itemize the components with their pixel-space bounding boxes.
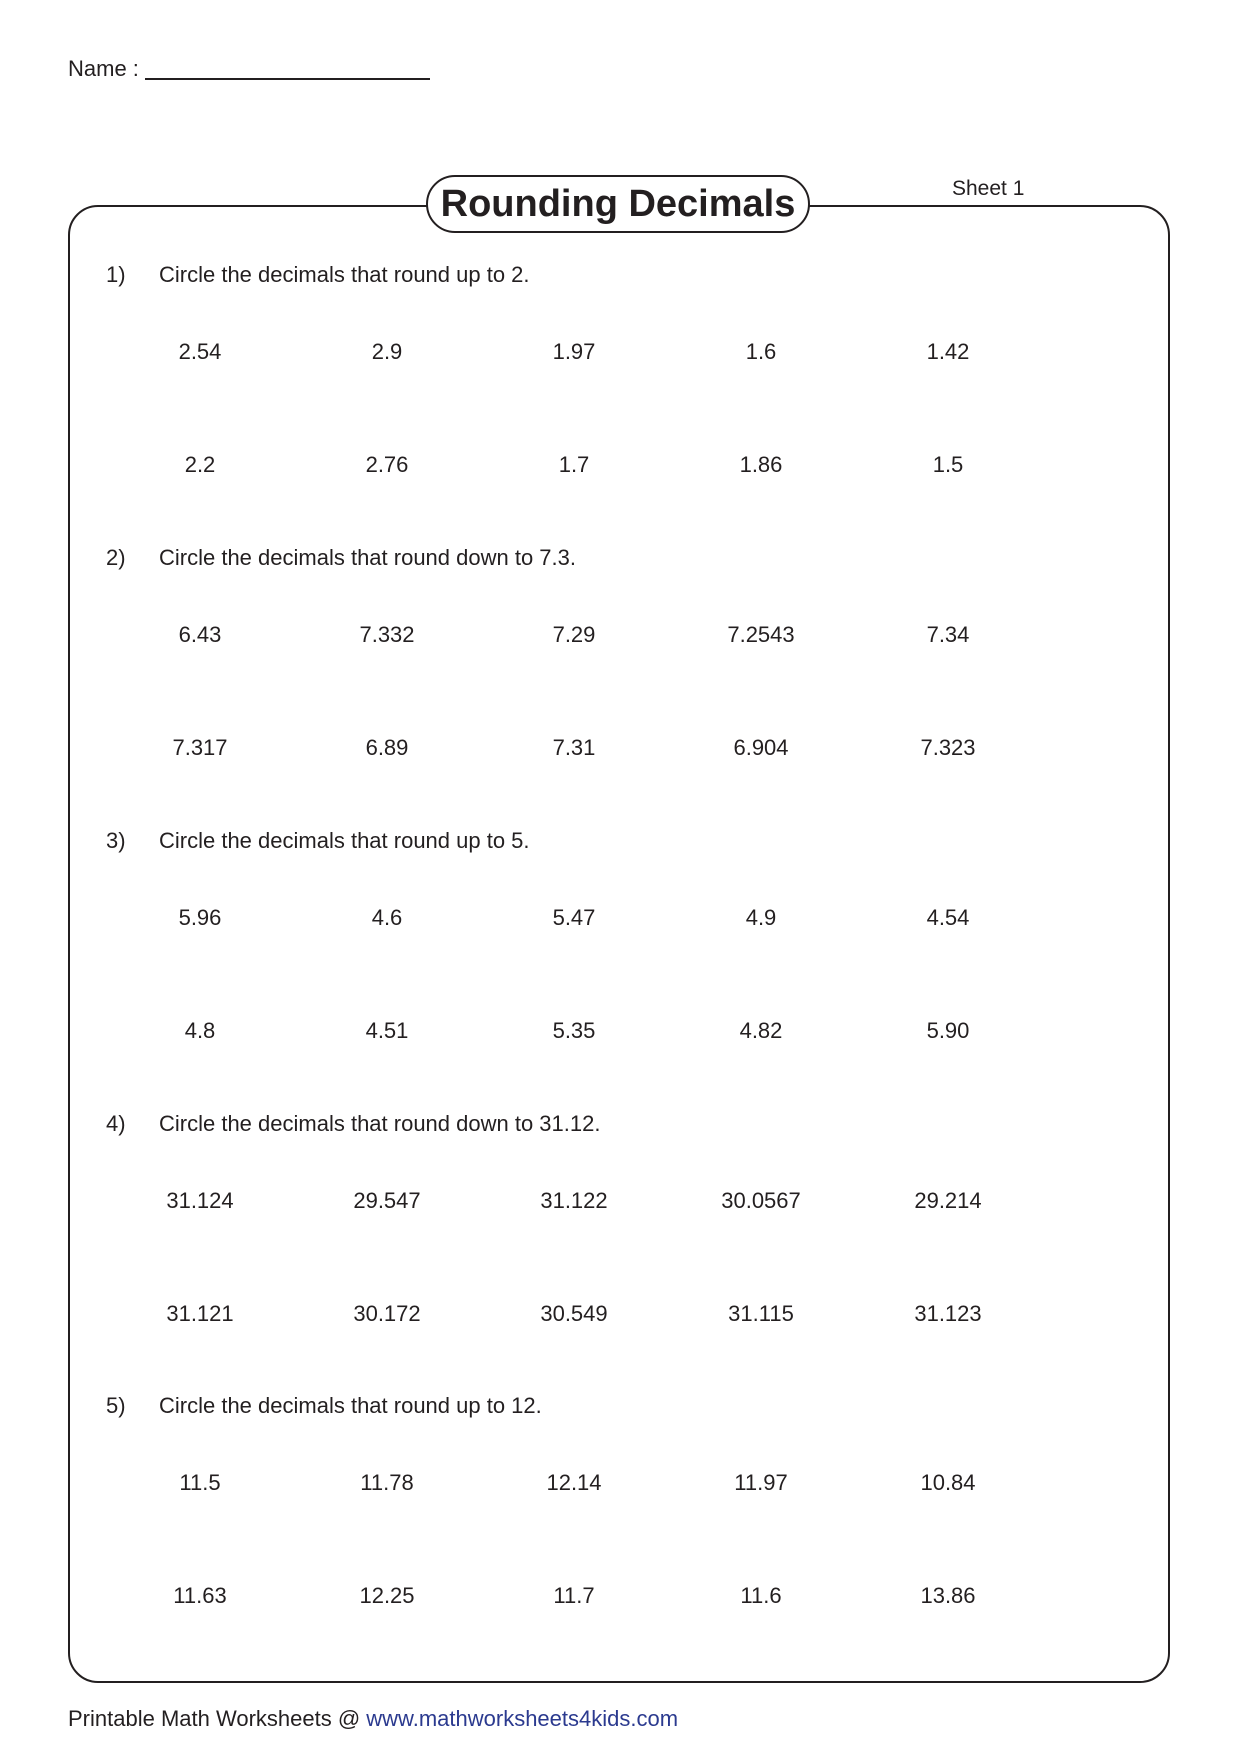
decimal-option[interactable]: 31.122 bbox=[540, 1188, 608, 1213]
decimal-option[interactable]: 12.25 bbox=[359, 1583, 415, 1608]
footer-link[interactable]: www.mathworksheets4kids.com bbox=[366, 1706, 679, 1731]
footer-text: Printable Math Worksheets @ bbox=[68, 1706, 367, 1731]
question-number: 1) bbox=[106, 262, 126, 287]
decimal-option[interactable]: 4.82 bbox=[739, 1018, 783, 1043]
question-number: 4) bbox=[106, 1111, 126, 1136]
question-number: 3) bbox=[106, 828, 126, 853]
name-field-row bbox=[68, 56, 430, 82]
decimal-option[interactable]: 11.6 bbox=[740, 1583, 782, 1608]
decimal-option[interactable]: 1.6 bbox=[745, 339, 777, 364]
decimal-option[interactable]: 31.124 bbox=[166, 1188, 234, 1213]
decimal-option[interactable]: 5.96 bbox=[178, 905, 222, 930]
decimal-option[interactable]: 1.42 bbox=[926, 339, 970, 364]
decimal-option[interactable]: 2.2 bbox=[184, 452, 216, 477]
question-prompt: Circle the decimals that round down to 7.3. bbox=[159, 545, 577, 570]
decimal-option[interactable]: 6.43 bbox=[178, 622, 222, 647]
question-5 bbox=[106, 1393, 542, 1419]
decimal-option[interactable]: 2.76 bbox=[365, 452, 409, 477]
name-label: Name : bbox=[68, 56, 139, 81]
decimal-option[interactable]: 30.549 bbox=[540, 1301, 608, 1326]
decimal-option[interactable]: 31.123 bbox=[914, 1301, 982, 1326]
decimal-option[interactable]: 7.332 bbox=[359, 622, 415, 647]
worksheet-frame bbox=[68, 205, 1170, 1683]
decimal-option[interactable]: 11.63 bbox=[173, 1583, 227, 1608]
question-4 bbox=[106, 1111, 600, 1137]
decimal-option[interactable]: 10.84 bbox=[920, 1470, 976, 1495]
question-1 bbox=[106, 262, 530, 288]
question-3 bbox=[106, 828, 530, 854]
decimal-option[interactable]: 11.5 bbox=[179, 1470, 221, 1495]
decimal-option[interactable]: 4.54 bbox=[926, 905, 970, 930]
decimal-option[interactable]: 1.86 bbox=[739, 452, 783, 477]
decimal-option[interactable]: 30.0567 bbox=[721, 1188, 801, 1213]
decimal-option[interactable]: 1.97 bbox=[552, 339, 596, 364]
decimal-option[interactable]: 6.904 bbox=[733, 735, 789, 760]
decimal-option[interactable]: 12.14 bbox=[546, 1470, 602, 1495]
decimal-option[interactable]: 5.47 bbox=[552, 905, 596, 930]
decimal-option[interactable]: 7.317 bbox=[172, 735, 228, 760]
decimal-option[interactable]: 1.5 bbox=[932, 452, 964, 477]
decimal-option[interactable]: 4.8 bbox=[184, 1018, 216, 1043]
decimal-option[interactable]: 31.115 bbox=[728, 1301, 794, 1326]
sheet-label: Sheet 1 bbox=[952, 177, 1025, 200]
decimal-option[interactable]: 7.31 bbox=[552, 735, 596, 760]
decimal-option[interactable]: 31.121 bbox=[166, 1301, 234, 1326]
question-prompt: Circle the decimals that round up to 2. bbox=[159, 262, 530, 287]
decimal-option[interactable]: 7.2543 bbox=[727, 622, 795, 647]
decimal-option[interactable]: 30.172 bbox=[353, 1301, 421, 1326]
decimal-option[interactable]: 2.9 bbox=[371, 339, 403, 364]
decimal-option[interactable]: 1.7 bbox=[558, 452, 590, 477]
decimal-option[interactable]: 5.90 bbox=[926, 1018, 970, 1043]
decimal-option[interactable]: 7.29 bbox=[552, 622, 596, 647]
question-number: 5) bbox=[106, 1393, 126, 1418]
decimal-option[interactable]: 4.9 bbox=[745, 905, 777, 930]
footer bbox=[68, 1706, 678, 1732]
question-2 bbox=[106, 545, 576, 571]
decimal-option[interactable]: 29.547 bbox=[353, 1188, 421, 1213]
question-prompt: Circle the decimals that round up to 12. bbox=[159, 1393, 542, 1418]
question-prompt: Circle the decimals that round up to 5. bbox=[159, 828, 530, 853]
decimal-option[interactable]: 6.89 bbox=[365, 735, 409, 760]
decimal-option[interactable]: 4.51 bbox=[365, 1018, 409, 1043]
decimal-option[interactable]: 2.54 bbox=[178, 339, 222, 364]
decimal-option[interactable]: 7.34 bbox=[926, 622, 970, 647]
worksheet-title: Rounding Decimals bbox=[426, 175, 810, 233]
decimal-option[interactable]: 4.6 bbox=[371, 905, 403, 930]
decimal-option[interactable]: 29.214 bbox=[914, 1188, 982, 1213]
decimal-option[interactable]: 11.78 bbox=[360, 1470, 414, 1495]
decimal-option[interactable]: 5.35 bbox=[552, 1018, 596, 1043]
decimal-option[interactable]: 11.7 bbox=[553, 1583, 595, 1608]
decimal-option[interactable]: 7.323 bbox=[920, 735, 976, 760]
name-input-line[interactable] bbox=[145, 78, 430, 80]
decimal-option[interactable]: 11.97 bbox=[734, 1470, 788, 1495]
question-prompt: Circle the decimals that round down to 31.12. bbox=[159, 1111, 601, 1136]
question-number: 2) bbox=[106, 545, 126, 570]
decimal-option[interactable]: 13.86 bbox=[920, 1583, 976, 1608]
